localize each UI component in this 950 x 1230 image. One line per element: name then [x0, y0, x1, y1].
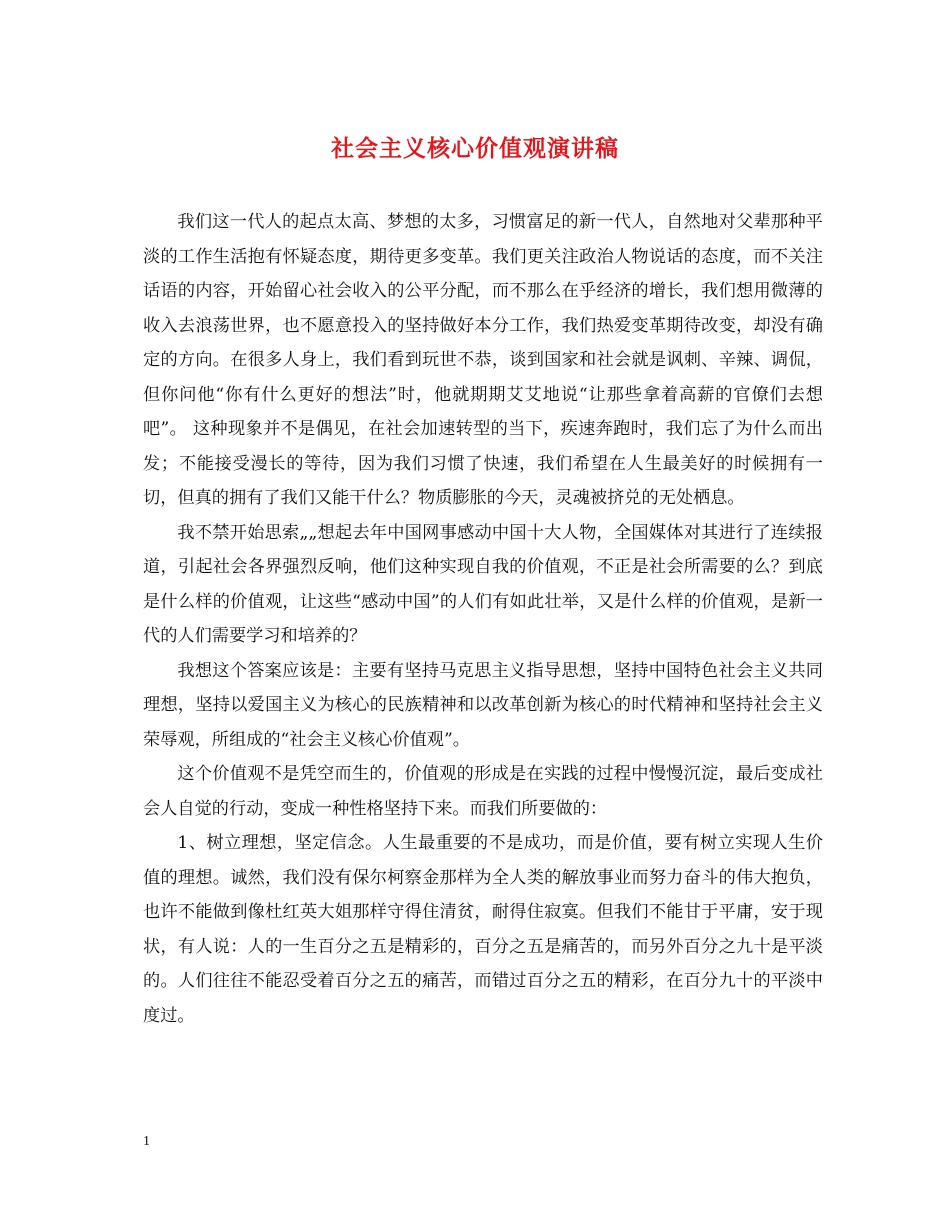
paragraph-1: 我们这一代人的起点太高、梦想的太多，习惯富足的新一代人，自然地对父辈那种平淡的工作生活抱有怀疑态度，期待更多变革。我们更关注政治人物说话的态度，而不关注话语的内容，开始留心社会收入的公平分配，而不那么在乎经济的增长，我们想用微薄的收入去浪荡世界，也不愿意投入的坚持做好本分工作，我们热爱变革期待改变，却没有确定的方向。在很多人身上，我们看到玩世不恭，谈到国家和社会就是讽刺、辛辣、调侃，但你问他“你有什么更好的想法”时，他就期期艾艾地说“让那些拿着高薪的官僚们去想吧”。 这种现象并不是偶见，在社会加速转型的当下，疾速奔跑时，我们忘了为什么而出发；不能接受漫长的等待，因为我们习惯了快速，我们希望在人生最美好的时候拥有一切，但真的拥有了我们又能干什么？物质膨胀的今天，灵魂被挤兑的无处栖息。 — [143, 212, 823, 508]
paragraph-2: 我不禁开始思索„„想起去年中国网事感动中国十大人物，全国媒体对其进行了连续报道，引起社会各界强烈反响，他们这种实现自我的价值观，不正是社会所需要的么？到底是什么样的价值观，让这些“感动中国”的人们有如此壮举，又是什么样的价值观，是新一代的人们需要学习和培养的？ — [143, 522, 823, 646]
paragraph-4: 这个价值观不是凭空而生的，价值观的形成是在实践的过程中慢慢沉淀，最后变成社会人自觉的行动，变成一种性格坚持下来。而我们所要做的： — [143, 764, 823, 819]
paragraph-3: 我想这个答案应该是：主要有坚持马克思主义指导思想，坚持中国特色社会主义共同理想，坚持以爱国主义为核心的民族精神和以改革创新为核心的时代精神和坚持社会主义荣辱观，所组成的“社会主义核心价值观”。 — [143, 660, 823, 750]
document-title: 社会主义核心价值观演讲稿 — [331, 135, 619, 162]
page-number: 1 — [143, 1134, 150, 1149]
paragraph-5: 1、树立理想，坚定信念。人生最重要的不是成功，而是价值，要有树立实现人生价值的理想。诚然，我们没有保尔柯察金那样为全人类的解放事业而努力奋斗的伟大抱负，也许不能做到像杜红英大姐那样守得住清贫，耐得住寂寞。但我们不能甘于平庸，安于现状，有人说：人的一生百分之五是精彩的，百分之五是痛苦的，而另外百分之九十是平淡的。人们往往不能忍受着百分之五的痛苦，而错过百分之五的精彩，在百分九十的平淡中度过。 — [143, 833, 823, 1026]
document-body — [143, 205, 823, 1033]
